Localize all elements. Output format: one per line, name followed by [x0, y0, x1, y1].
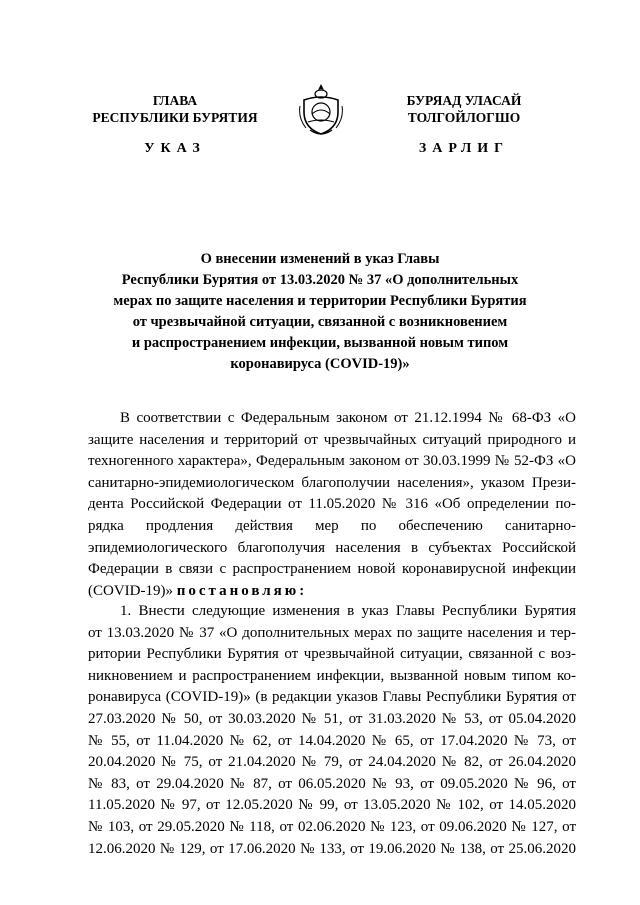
header-left-line2: РЕСПУБЛИКИ БУРЯТИЯ	[92, 110, 258, 125]
paragraph-line: Федерации в связи с распространением новой коронавирусной инфекции	[88, 561, 576, 578]
last-line-prefix: (COVID-19)»	[88, 582, 177, 599]
paragraph-line: техногенного характера», Федеральным законом от 30.03.1999 № 52-ФЗ «О	[88, 453, 576, 470]
title-line: О внесении изменений в указ Главы	[200, 251, 440, 267]
header-left-block	[70, 92, 280, 126]
header-right-line2: ТОЛГОЙЛОГШО	[407, 110, 521, 125]
paragraph-line: № 83, от 29.04.2020 № 87, от 06.05.2020 № 93, от 09.05.2020 № 96, от	[88, 775, 576, 792]
paragraph-line: рядка продления действия мер по обеспечению санитарно-	[88, 517, 576, 534]
coat-of-arms-icon	[296, 82, 346, 138]
document-title	[95, 249, 545, 375]
title-line: Республики Бурятия от 13.03.2020 № 37 «О дополнительных	[121, 272, 519, 288]
paragraph-line: от 13.03.2020 № 37 «О дополнительных мерах по защите населения и тер-	[88, 624, 576, 641]
paragraph-line: никновением и распространением инфекции, вызванной новым типом ко-	[88, 667, 576, 684]
paragraph-line: 20.04.2020 № 75, от 21.04.2020 № 79, от 24.04.2020 № 82, от 26.04.2020	[88, 754, 576, 771]
header-left-line1: ГЛАВА	[152, 93, 198, 108]
item-1-paragraph	[88, 601, 576, 860]
doc-type-right: ЗАРЛИГ	[418, 141, 510, 156]
paragraph-line: № 103, от 29.05.2020 № 118, от 02.06.2020 № 123, от 09.06.2020 № 127, от	[88, 818, 576, 835]
title-line: мерах по защите населения и территории Республики Бурятия	[113, 293, 527, 309]
paragraph-line: дента Российской Федерации от 11.05.2020 № 316 «Об определении по-	[88, 496, 576, 513]
paragraph-line: В соответствии с Федеральным законом от 21.12.1994 № 68-ФЗ «О	[120, 410, 576, 426]
paragraph-line: 12.06.2020 № 129, от 17.06.2020 № 133, от 19.06.2020 № 138, от 25.06.2020	[88, 840, 576, 857]
preamble-paragraph	[88, 408, 576, 602]
doc-type-left: УКАЗ	[144, 141, 206, 156]
paragraph-line: эпидемиологического благополучия населения в субъектах Российской	[88, 539, 576, 556]
paragraph-line: 1. Внести следующие изменения в указ Главы Республики Бурятия	[120, 603, 576, 619]
header-right-line1: БУРЯАД УЛАСАЙ	[406, 93, 522, 108]
paragraph-line: ронавируса (COVID-19)» (в редакции указов Главы Республики Бурятия от	[88, 689, 576, 706]
paragraph-line: ритории Республики Бурятия от чрезвычайной ситуации, связанной с воз-	[88, 646, 576, 663]
paragraph-line: № 55, от 11.04.2020 № 62, от 14.04.2020 № 65, от 17.04.2020 № 73, от	[88, 732, 576, 749]
title-line: коронавируса (COVID-19)»	[230, 356, 410, 372]
paragraph-line: санитарно-эпидемиологическом благополучии населения», указом Прези-	[88, 474, 576, 491]
paragraph-last-line	[88, 581, 576, 603]
decree-keyword: постановляю:	[176, 582, 308, 599]
header-right-block	[358, 92, 570, 126]
paragraph-line: 11.05.2020 № 97, от 12.05.2020 № 99, от 13.05.2020 № 102, от 14.05.2020	[88, 797, 576, 814]
paragraph-line: защите населения и территорий от чрезвычайных ситуаций природного и	[88, 431, 576, 448]
title-line: от чрезвычайной ситуации, связанной с возникновением	[132, 314, 508, 330]
paragraph-line: 27.03.2020 № 50, от 30.03.2020 № 51, от 31.03.2020 № 53, от 05.04.2020	[88, 710, 576, 727]
title-line: и распространением инфекции, вызванной новым типом	[131, 335, 509, 351]
